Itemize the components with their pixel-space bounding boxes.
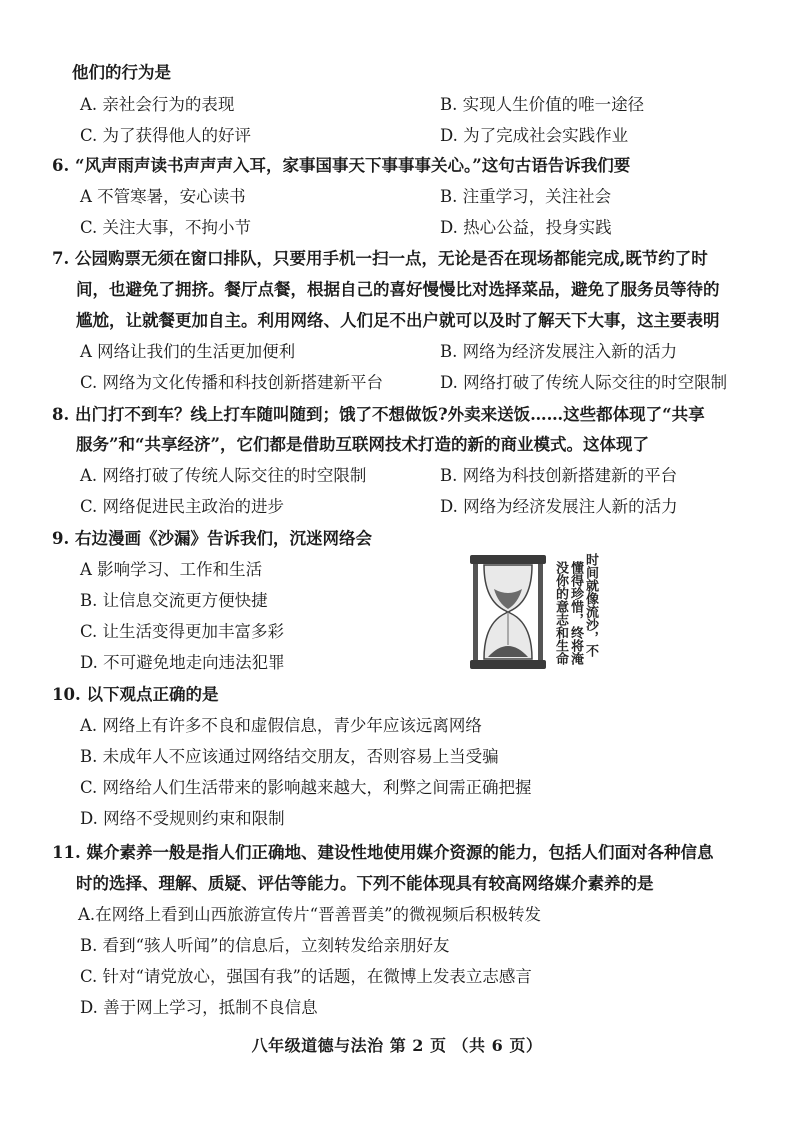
page-footer: 八年级道德与法治 第 2 页 （共 6 页） (251, 1036, 543, 1055)
q7-option-b: B. 网络为经济发展注入新的活力 (440, 342, 678, 361)
q5-stem: 他们的行为是 (72, 63, 171, 82)
q7-option-c: C. 网络为文化传播和科技创新搭建新平台 (80, 373, 384, 392)
q8-option-c: C. 网络促进民主政治的进步 (80, 497, 285, 516)
q7-option-d: D. 网络打破了传统人际交往的时空限制 (440, 373, 728, 392)
q11-option-a: A.在网络上看到山西旅游宣传片“晋善晋美”的微视频后积极转发 (78, 905, 542, 924)
q6-option-a: A 不管寒暑，安心读书 (80, 187, 246, 206)
cartoon-caption-col2: 懂得珍惜，终将淹 (568, 561, 583, 665)
q9-option-b: B. 让信息交流更方便快捷 (80, 591, 268, 610)
cartoon-caption-col3: 没你的意志和生命 (553, 561, 568, 665)
q5-option-a: A. 亲社会行为的表现 (80, 95, 235, 114)
q9-option-d: D. 不可避免地走向违法犯罪 (80, 653, 285, 672)
q11-stem-line2: 时的选择、理解、质疑、评估等能力。下列不能体现具有较高网络媒介素养的是 (76, 874, 654, 893)
q8-option-d: D. 网络为经济发展注人新的活力 (440, 497, 678, 516)
q5-option-c: C. 为了获得他人的好评 (80, 126, 252, 145)
hourglass-cartoon (468, 553, 548, 671)
q9-option-c: C. 让生活变得更加丰富多彩 (80, 622, 285, 641)
q7-stem-line2: 间，也避免了拥挤。餐厅点餐，根据自己的喜好慢慢比对选择菜品，避免了服务员等待的 (76, 280, 720, 299)
q10-option-a: A. 网络上有许多不良和虚假信息，青少年应该远离网络 (80, 716, 482, 735)
q9-stem: 9. 右边漫画《沙漏》告诉我们，沉迷网络会 (52, 529, 372, 548)
q10-option-d: D. 网络不受规则约束和限制 (80, 809, 285, 828)
q6-option-d: D. 热心公益，投身实践 (440, 218, 612, 237)
q8-stem-line2: 服务”和“共享经济”，它们都是借助互联网技术打造的新的商业模式。这体现了 (76, 435, 649, 454)
q8-option-a: A. 网络打破了传统人际交往的时空限制 (80, 466, 367, 485)
q10-option-c: C. 网络给人们生活带来的影响越来越大，利弊之间需正确把握 (80, 778, 532, 797)
q8-option-b: B. 网络为科技创新搭建新的平台 (440, 466, 678, 485)
q10-stem: 10. 以下观点正确的是 (52, 685, 219, 704)
q11-option-d: D. 善于网上学习，抵制不良信息 (80, 998, 318, 1017)
q6-option-c: C. 关注大事，不拘小节 (80, 218, 252, 237)
cartoon-caption-col1: 时间就像流沙，不 (583, 553, 598, 657)
q6-option-b: B. 注重学习，关注社会 (440, 187, 612, 206)
q6-stem: 6. “风声雨声读书声声声入耳，家事国事天下事事事关心。”这句古语告诉我们要 (52, 156, 631, 175)
q11-option-c: C. 针对“请党放心，强国有我”的话题，在微博上发表立志感言 (80, 967, 532, 986)
q7-stem-line3: 尴尬，让就餐更加自主。利用网络、人们足不出户就可以及时了解天下大事，这主要表明 (76, 311, 720, 330)
q11-stem-line1: 11. 媒介素养一般是指人们正确地、建设性地使用媒介资源的能力，包括人们面对各种信息 (52, 843, 714, 862)
q10-option-b: B. 未成年人不应该通过网络结交朋友，否则容易上当受骗 (80, 747, 499, 766)
q5-option-b: B. 实现人生价值的唯一途径 (440, 95, 645, 114)
q7-option-a: A 网络让我们的生活更加便利 (80, 342, 296, 361)
q11-option-b: B. 看到“骇人听闻”的信息后，立刻转发给亲朋好友 (80, 936, 450, 955)
q7-stem-line1: 7. 公园购票无须在窗口排队，只要用手机一扫一点，无论是否在现场都能完成,既节约了时 (52, 249, 708, 268)
q5-option-d: D. 为了完成社会实践作业 (440, 126, 629, 145)
q8-stem-line1: 8. 出门打不到车？线上打车随叫随到；饿了不想做饭?外卖来送饭……这些都体现了“共享 (52, 405, 705, 424)
q9-option-a: A 影响学习、工作和生活 (80, 560, 263, 579)
